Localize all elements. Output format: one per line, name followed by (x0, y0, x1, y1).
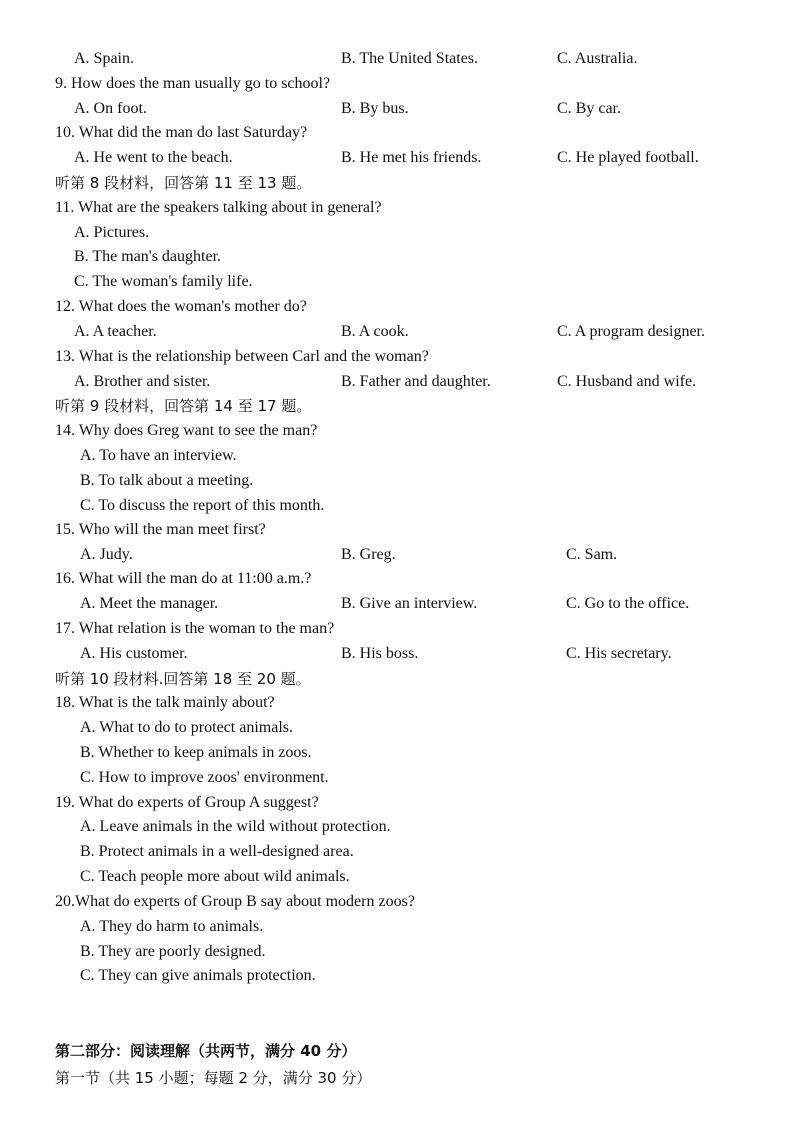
q15-option-a: A. Judy. (80, 546, 133, 563)
q14-option-c: C. To discuss the report of this month. (80, 497, 325, 514)
q17-option-a: A. His customer. (80, 645, 188, 662)
q10-option-c: C. He played football. (557, 149, 699, 166)
q11-option-b: B. The man's daughter. (74, 248, 222, 265)
q16-option-a: A. Meet the manager. (80, 595, 219, 612)
section-8-heading: 听第 8 段材料，回答第 11 至 13 题。 (55, 174, 312, 192)
q16-option-c: C. Go to the office. (566, 595, 690, 612)
q12-option-c: C. A program designer. (557, 323, 705, 340)
q9-option-c: C. By car. (557, 100, 621, 117)
q20-question: 20.What do experts of Group B say about modern zoos? (55, 893, 415, 910)
q8-option-c: C. Australia. (557, 50, 638, 67)
q10-option-b: B. He met his friends. (341, 149, 482, 166)
q12-option-b: B. A cook. (341, 323, 409, 340)
section-9-heading: 听第 9 段材料，回答第 14 至 17 题。 (55, 397, 312, 415)
q19-question: 19. What do experts of Group A suggest? (55, 794, 319, 811)
q10-option-a: A. He went to the beach. (74, 149, 233, 166)
q19-option-a: A. Leave animals in the wild without protection. (80, 818, 391, 835)
q20-option-a: A. They do harm to animals. (80, 918, 264, 935)
q15-question: 15. Who will the man meet first? (55, 521, 266, 538)
q11-question: 11. What are the speakers talking about in general? (55, 199, 382, 216)
q18-option-a: A. What to do to protect animals. (80, 719, 293, 736)
q19-option-b: B. Protect animals in a well-designed area. (80, 843, 354, 860)
q10-question: 10. What did the man do last Saturday? (55, 124, 308, 141)
q14-question: 14. Why does Greg want to see the man? (55, 422, 318, 439)
q9-question: 9. How does the man usually go to school? (55, 75, 331, 92)
q18-question: 18. What is the talk mainly about? (55, 694, 275, 711)
q18-option-c: C. How to improve zoos' environment. (80, 769, 329, 786)
q15-option-b: B. Greg. (341, 546, 396, 563)
q9-option-b: B. By bus. (341, 100, 409, 117)
section-10-heading: 听第 10 段材料.回答第 18 至 20 题。 (55, 670, 311, 688)
q17-question: 17. What relation is the woman to the man? (55, 620, 335, 637)
q20-option-c: C. They can give animals protection. (80, 967, 316, 984)
q13-option-c: C. Husband and wife. (557, 373, 697, 390)
q8-option-b: B. The United States. (341, 50, 479, 67)
q14-option-a: A. To have an interview. (80, 447, 237, 464)
q18-option-b: B. Whether to keep animals in zoos. (80, 744, 312, 761)
q16-question: 16. What will the man do at 11:00 a.m.? (55, 570, 312, 587)
q15-option-c: C. Sam. (566, 546, 618, 563)
q8-option-a: A. Spain. (74, 50, 134, 67)
q11-option-c: C. The woman's family life. (74, 273, 253, 290)
q13-option-a: A. Brother and sister. (74, 373, 211, 390)
q13-option-b: B. Father and daughter. (341, 373, 491, 390)
q17-option-b: B. His boss. (341, 645, 419, 662)
q19-option-c: C. Teach people more about wild animals. (80, 868, 350, 885)
part-2-title: 第二部分：阅读理解（共两节，满分 40 分） (55, 1042, 357, 1060)
q12-option-a: A. A teacher. (74, 323, 157, 340)
q16-option-b: B. Give an interview. (341, 595, 478, 612)
part-2-section-1-heading: 第一节（共 15 小题；每题 2 分，满分 30 分） (55, 1069, 372, 1087)
q12-question: 12. What does the woman's mother do? (55, 298, 307, 315)
q17-option-c: C. His secretary. (566, 645, 672, 662)
q9-option-a: A. On foot. (74, 100, 147, 117)
q20-option-b: B. They are poorly designed. (80, 943, 266, 960)
q14-option-b: B. To talk about a meeting. (80, 472, 254, 489)
q13-question: 13. What is the relationship between Carl and the woman? (55, 348, 429, 365)
q11-option-a: A. Pictures. (74, 224, 150, 241)
